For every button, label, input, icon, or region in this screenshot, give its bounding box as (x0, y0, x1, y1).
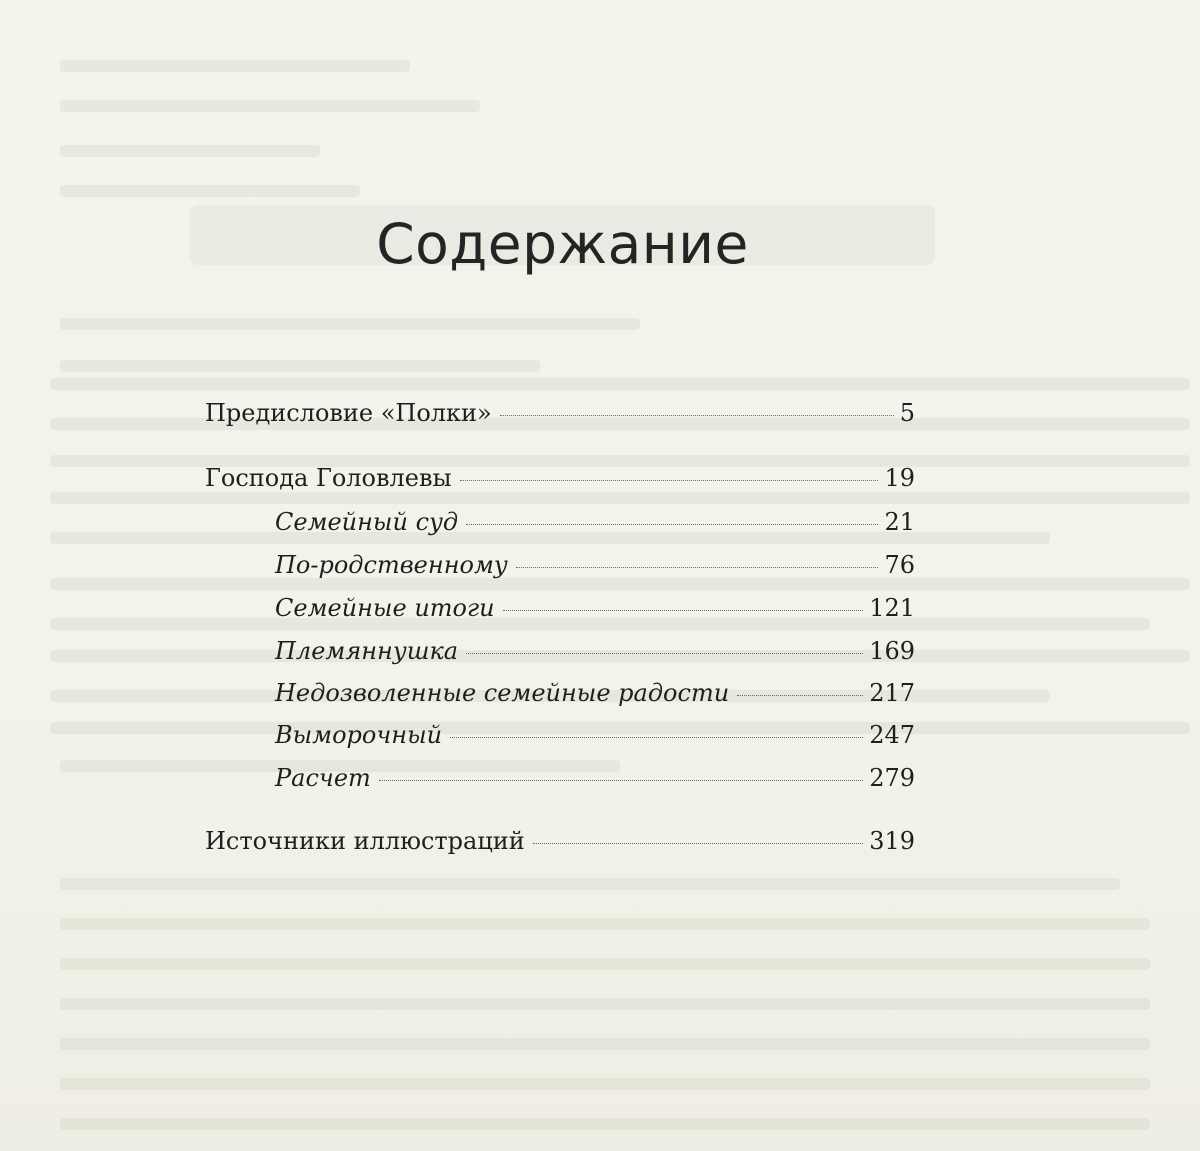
toc-entry-page: 121 (869, 594, 915, 622)
dot-leader (460, 480, 879, 481)
toc-entry-page: 217 (869, 679, 915, 707)
toc-entry-label: Предисловие «Полки» (205, 399, 492, 427)
toc-entry-vymorochny[interactable] (275, 720, 915, 750)
page-title: Содержание (376, 212, 749, 276)
dot-leader (450, 737, 863, 738)
toc-entry-page: 247 (869, 721, 915, 749)
dot-leader (500, 415, 894, 416)
toc-entry-label: Племяннушка (275, 637, 459, 665)
toc-entry-label: По-родственному (275, 551, 508, 579)
toc-entry-page: 169 (869, 637, 915, 665)
toc-entry-label: Расчет (275, 764, 371, 792)
toc-entry-gospoda-golovlevy[interactable] (205, 463, 915, 493)
toc-entry-illustration-sources[interactable] (205, 826, 915, 856)
toc-entry-plemyannushka[interactable] (275, 636, 915, 666)
toc-entry-page: 19 (884, 464, 915, 492)
toc-entry-label: Семейные итоги (275, 594, 495, 622)
toc-entry-page: 76 (884, 551, 915, 579)
toc-entry-semeynye-itogi[interactable] (275, 593, 915, 623)
dot-leader (466, 653, 863, 654)
toc-entry-label: Семейный суд (275, 508, 459, 536)
toc-entry-label: Господа Головлевы (205, 464, 452, 492)
toc-entry-label: Недозволенные семейные радости (275, 679, 730, 707)
toc-entry-raschet[interactable] (275, 763, 915, 793)
dot-leader (379, 780, 863, 781)
toc-entry-po-rodstvennomu[interactable] (275, 550, 915, 580)
toc-entry-label: Источники иллюстраций (205, 827, 525, 855)
dot-leader (533, 843, 863, 844)
toc-entry-label: Выморочный (275, 721, 443, 749)
dot-leader (516, 567, 879, 568)
toc-entry-semeyny-sud[interactable] (275, 507, 915, 537)
toc-entry-nedozvolennye-radosti[interactable] (275, 678, 915, 708)
toc-entry-preface[interactable] (205, 398, 915, 428)
dot-leader (737, 695, 863, 696)
toc-entry-page: 279 (869, 764, 915, 792)
toc-entry-page: 21 (884, 508, 915, 536)
toc-entry-page: 5 (899, 399, 915, 427)
dot-leader (503, 610, 864, 611)
dot-leader (466, 524, 878, 525)
toc-entry-page: 319 (869, 827, 915, 855)
